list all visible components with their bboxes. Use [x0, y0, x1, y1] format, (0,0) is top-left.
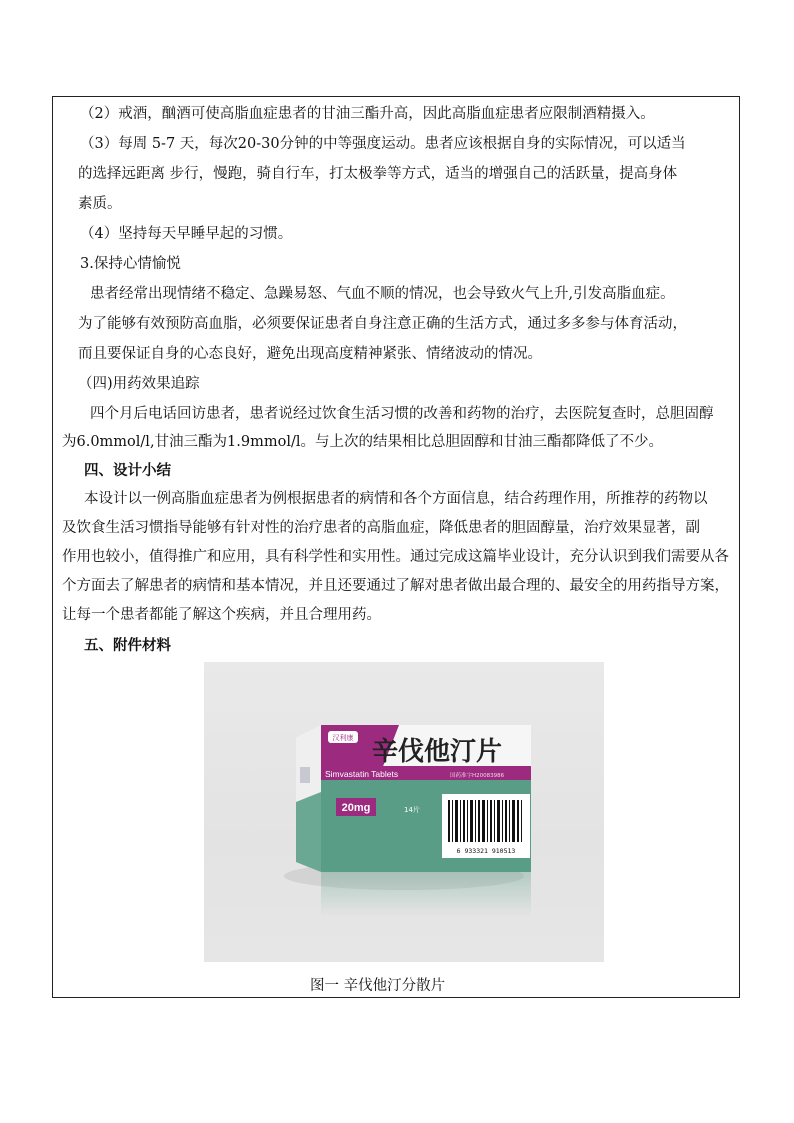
product-photo: [204, 662, 604, 962]
section-title-followup: （四)用药效果追踪: [78, 376, 200, 392]
followup-line-2: 为6.0mmol/l,甘油三酯为1.9mmol/l。与上次的结果相比总胆固醇和甘油三酯都降低了不少。: [62, 434, 664, 450]
section-title-attachments: 五、附件材料: [84, 637, 171, 654]
paragraph-item-3-line-1: （3）每周 5-7 天，每次20-30分钟的中等强度运动。患者应该根据自身的实际情况，可以适当: [80, 136, 686, 152]
product-name-en: Simvastatin Tablets: [325, 769, 399, 779]
summary-line-4: 个方面去了解患者的病情和基本情况，并且还要通过了解对患者做出最合理的、最安全的用药指导方案，: [62, 578, 729, 594]
figure-caption: 图一 辛伐他汀分散片: [310, 978, 446, 994]
section-title-mood: 3.保持心情愉悦: [80, 256, 181, 272]
mood-line-2: 为了能够有效预防高血脂，必须要保证患者自身注意正确的生活方式，通过多多参与体育活动，: [78, 316, 687, 332]
paragraph-item-2: （2）戒酒，酗酒可使高脂血症患者的甘油三酯升高，因此高脂血症患者应限制酒精摄入。: [80, 106, 655, 122]
summary-line-3: 作用也较小，值得推广和应用，具有科学性和实用性。通过完成这篇毕业设计，充分认识到我们需要从各: [62, 549, 729, 565]
summary-line-2: 及饮食生活习惯指导能够有针对性的治疗患者的高脂血症，降低患者的胆固醇量，治疗效果显著，副: [62, 520, 700, 536]
brand-logo-text: 汉利康: [332, 734, 354, 742]
mood-line-3: 而且要保证自身的心态良好，避免出现高度精神紧张、情绪波动的情况。: [78, 346, 542, 362]
paragraph-item-3-line-3: 素质。: [78, 196, 122, 212]
product-name-cn: 辛伐他汀片: [372, 737, 503, 767]
summary-line-1: 本设计以一例高脂血症患者为例根据患者的病情和各个方面信息，结合药理作用，所推荐的药物以: [84, 491, 708, 507]
paragraph-item-3-line-2: 的选择远距离 步行，慢跑，骑自行车，打太极拳等方式，适当的增强自己的活跃量，提高身体: [78, 166, 678, 182]
barcode-number: 6 933321 910513: [456, 847, 516, 855]
followup-line-1: 四个月后电话回访患者，患者说经过饮食生活习惯的改善和药物的治疗，去医院复查时，总胆固醇: [90, 406, 714, 422]
tablet-count: 14片: [404, 806, 420, 814]
mood-line-1: 患者经常出现情绪不稳定、急躁易怒、气血不顺的情况，也会导致火气上升,引发高脂血症。: [90, 286, 675, 302]
approval-number: 国药准字H20083986: [450, 773, 505, 779]
section-title-summary: 四、设计小结: [84, 462, 171, 479]
paragraph-item-4: （4）坚持每天早睡早起的习惯。: [80, 226, 293, 242]
summary-line-5: 让每一个患者都能了解这个疾病，并且合理用药。: [62, 607, 381, 623]
dose-label: 20mg: [341, 802, 371, 814]
